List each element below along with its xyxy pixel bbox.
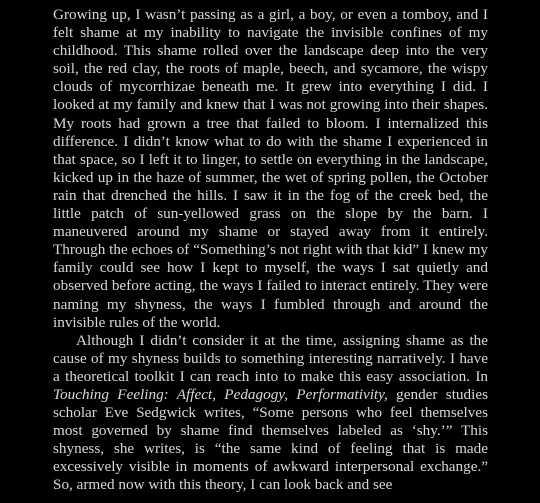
book-title: Touching Feeling: Affect, Pedagogy, Performativity, xyxy=(53,385,388,403)
paragraph-growing-up: Growing up, I wasn’t passing as a girl, a boy, or even a tomboy, and I felt shame at my inability to navigate the invisible confines of my childhood. This shame rolled over the landscape deep into the very soil, the red clay, the roots of maple, beech, and sycamore, the wispy clouds of mycorrhizae beneath me. It grew into everything I did. I looked at my family and knew that I was not growing into their shapes. My roots had grown a tree that failed to bloom. I internalized this difference. I didn’t know what to do with the shame I experienced in that space, so I left it to linger, to settle on everything in the landscape, kicked up in the haze of summer, the wet of spring pollen, the October rain that drenched the hills. I saw it in the fog of the creek bed, the little patch of sun-yellowed grass on the slope by the barn. I maneuvered around my shame or stayed away from it entirely. Through the echoes of “Something’s not right with that kid” I knew my family could see how I kept to myself, the ways I sat quietly and observed before acting, the ways I failed to interact entirely. They were naming my shyness, the ways I fumbled through and around the invisible rules of the world. xyxy=(53,6,488,331)
paragraph-shame-theory xyxy=(53,332,488,495)
document-page xyxy=(53,6,488,495)
paragraph-text-before-title: Although I didn’t consider it at the time, assigning shame as the cause of my shyness builds to something interesting narratively. I have a theoretical toolkit I can reach into to make this easy association. In xyxy=(53,331,488,385)
paragraph-text-after-title: gender studies scholar Eve Sedgwick writes, “Some persons who feel themselves most governed by shame find themselves labeled as ‘shy.’” This shyness, she writes, is “the same kind of feeling that is made excessively visible in moments of awkward interpersonal exchange.” So, armed now with this theory, I can look back and see xyxy=(53,385,488,494)
